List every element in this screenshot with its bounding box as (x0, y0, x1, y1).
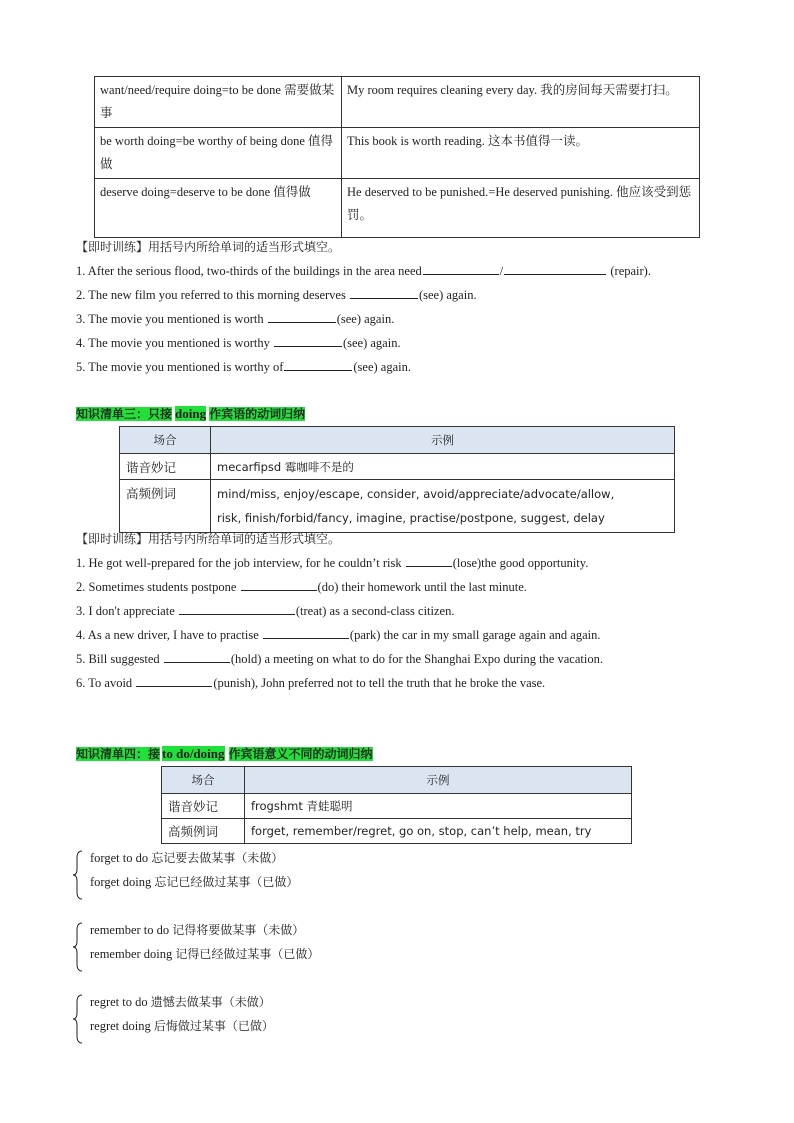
verb-form: regret doing (90, 1019, 151, 1033)
question-text: 5. The movie you mentioned is worthy of (76, 360, 284, 374)
question-text: 4. The movie you mentioned is worthy (76, 336, 273, 350)
verb-meaning: 遗憾去做某事（未做） (150, 995, 271, 1009)
heading-keyword: doing (175, 406, 207, 421)
table-cell: This book is worth reading. 这本书值得一读。 (342, 128, 700, 179)
exercise-item (76, 626, 601, 644)
cell-line: risk, finish/forbid/fancy, imagine, practise/postpone, suggest, delay (217, 511, 605, 525)
question-text: 3. The movie you mentioned is worth (76, 312, 267, 326)
table-cell: want/need/require doing=to be done 需要做某事 (95, 77, 342, 128)
answer-blank[interactable] (504, 262, 606, 275)
table-row (120, 480, 675, 533)
question-hint: (punish), John preferred not to tell the truth that he broke the vase. (213, 676, 546, 690)
verb-pair-line (90, 849, 283, 867)
row-label: 谐音妙记 (162, 794, 245, 819)
question-hint: (hold) a meeting on what to do for the Shanghai Expo during the vacation. (230, 652, 603, 666)
table-row (95, 128, 700, 179)
question-hint: (park) the car in my small garage again and again. (349, 628, 601, 642)
verb-form: forget doing (90, 875, 152, 889)
column-header: 场合 (162, 767, 245, 794)
table-header-row (162, 767, 632, 794)
question-hint: (see) again. (418, 288, 477, 302)
column-header: 示例 (211, 427, 675, 454)
heading-text: 作宾语的动词归纳 (209, 407, 306, 421)
verb-form: regret to do (90, 995, 148, 1009)
section-heading (76, 405, 305, 423)
answer-blank[interactable] (274, 334, 342, 347)
exercise-item (76, 286, 477, 304)
question-text: 6. To avoid (76, 676, 136, 690)
table-cell: deserve doing=deserve to be done 值得做 (95, 179, 342, 238)
verb-pair-line (90, 1017, 274, 1035)
table-header-row (120, 427, 675, 454)
brace-icon (72, 994, 82, 1044)
verb-pair-line (90, 945, 319, 963)
question-text: 2. Sometimes students postpone (76, 580, 240, 594)
table-cell: be worth doing=be worthy of being done 值得做 (95, 128, 342, 179)
verb-meaning: 记得将要做某事（未做） (172, 923, 305, 937)
verb-form: forget to do (90, 851, 149, 865)
exercise-item (76, 554, 588, 572)
question-text: 1. After the serious flood, two-thirds of the buildings in the area need (76, 264, 422, 278)
answer-blank[interactable] (179, 602, 295, 615)
table-cell: My room requires cleaning every day. 我的房间每天需要打扫。 (342, 77, 700, 128)
heading-text: 作宾语意义不同的动词归纳 (228, 747, 373, 761)
slash: / (499, 264, 504, 278)
answer-blank[interactable] (350, 286, 418, 299)
exercise-item (76, 358, 411, 376)
exercise-item (76, 674, 545, 692)
table-cell: mecarfipsd 霉咖啡不是的 (211, 454, 675, 480)
question-text: 5. Bill suggested (76, 652, 163, 666)
verb-meaning: 记得已经做过某事（已做） (175, 947, 320, 961)
exercise-item (76, 262, 651, 280)
question-text: 3. I don't appreciate (76, 604, 178, 618)
question-hint: (see) again. (342, 336, 401, 350)
answer-blank[interactable] (164, 650, 230, 663)
exercise-item (76, 578, 527, 596)
verb-form: remember to do (90, 923, 170, 937)
row-label: 高频例词 (162, 819, 245, 844)
answer-blank[interactable] (406, 554, 452, 567)
exercise-item (76, 650, 603, 668)
column-header: 场合 (120, 427, 211, 454)
question-hint: (treat) as a second-class citizen. (295, 604, 455, 618)
heading-keyword: to do/doing (162, 746, 225, 761)
verb-meaning: 后悔做过某事（已做） (153, 1019, 274, 1033)
brace-icon (72, 922, 82, 972)
exercise-item (76, 334, 401, 352)
heading-text: 知识清单三：只接 (76, 407, 173, 421)
answer-blank[interactable] (423, 262, 499, 275)
question-hint: (repair). (607, 264, 651, 278)
verb-pair-line (90, 921, 304, 939)
question-hint: (see) again. (353, 360, 411, 374)
table-row (120, 454, 675, 480)
question-text: 2. The new film you referred to this morning deserves (76, 288, 349, 302)
table-cell (211, 480, 675, 533)
answer-blank[interactable] (241, 578, 317, 591)
question-hint: (see) again. (336, 312, 395, 326)
worth-deserve-table (94, 76, 700, 238)
answer-blank[interactable] (284, 358, 352, 371)
answer-blank[interactable] (263, 626, 349, 639)
question-hint: (do) their homework until the last minute. (317, 580, 527, 594)
table-row (162, 819, 632, 844)
verb-pair-line (90, 993, 271, 1011)
row-label: 高频例词 (120, 480, 211, 533)
verb-pair-line (90, 873, 298, 891)
table-row (95, 77, 700, 128)
question-hint: (lose)the good opportunity. (452, 556, 589, 570)
doing-verbs-table (119, 426, 675, 533)
verb-meaning: 忘记要去做某事（未做） (151, 851, 284, 865)
exercise-item (76, 602, 454, 620)
practice-label: 【即时训练】用括号内所给单词的适当形式填空。 (76, 532, 341, 546)
cell-line: mind/miss, enjoy/escape, consider, avoid/appreciate/advocate/allow, (217, 487, 615, 501)
brace-icon (72, 850, 82, 900)
todo-doing-table (161, 766, 632, 844)
answer-blank[interactable] (136, 674, 212, 687)
table-cell: forget, remember/regret, go on, stop, can’t help, mean, try (245, 819, 632, 844)
table-row (95, 179, 700, 238)
question-text: 1. He got well-prepared for the job interview, for he couldn’t risk (76, 556, 405, 570)
column-header: 示例 (245, 767, 632, 794)
exercise-item (76, 310, 394, 328)
verb-form: remember doing (90, 947, 173, 961)
practice-label: 【即时训练】用括号内所给单词的适当形式填空。 (76, 240, 341, 254)
row-label: 谐音妙记 (120, 454, 211, 480)
verb-meaning: 忘记已经做过某事（已做） (154, 875, 299, 889)
answer-blank[interactable] (268, 310, 336, 323)
table-cell: He deserved to be punished.=He deserved punishing. 他应该受到惩罚。 (342, 179, 700, 238)
table-cell: frogshmt 青蛙聪明 (245, 794, 632, 819)
table-row (162, 794, 632, 819)
heading-text: 知识清单四：接 (76, 747, 161, 761)
question-text: 4. As a new driver, I have to practise (76, 628, 262, 642)
section-heading (76, 745, 373, 763)
